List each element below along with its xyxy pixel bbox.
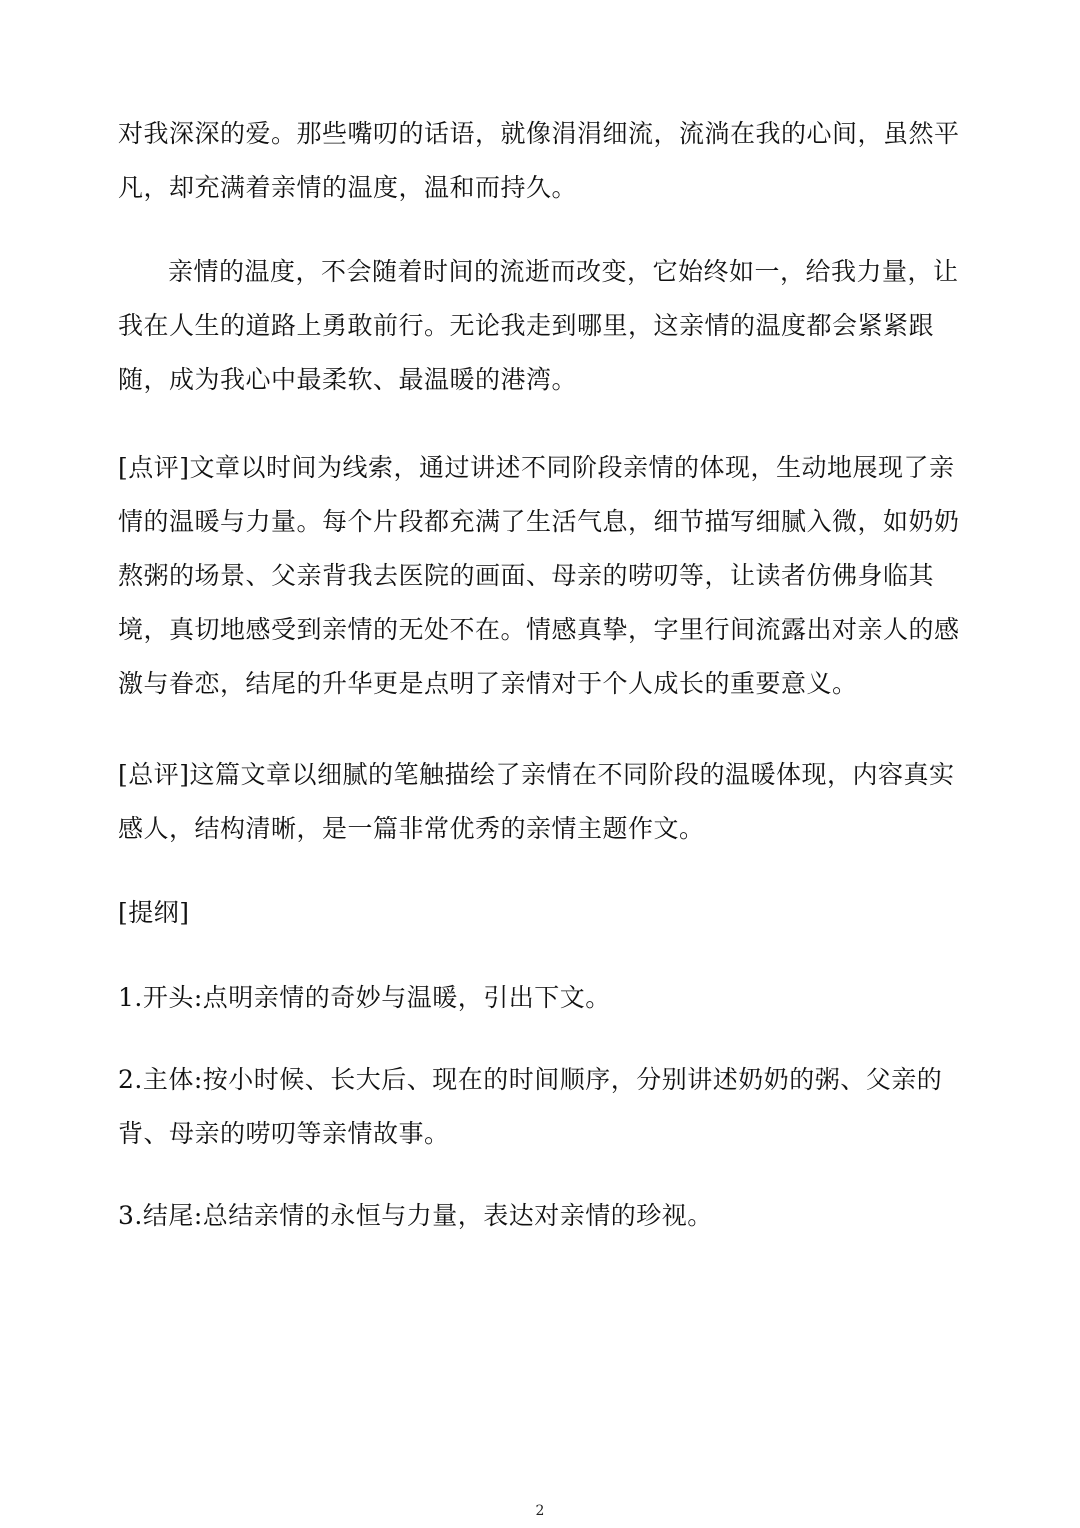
paragraph-continuation: 对我深深的爱。那些嘴叨的话语，就像涓涓细流，流淌在我的心间，虽然平凡，却充满着亲情的温度，温和而持久。	[118, 119, 960, 202]
page-number: 2	[535, 1503, 545, 1519]
outline-item-3: 3.结尾:总结亲情的永恒与力量，表达对亲情的珍视。	[118, 1201, 713, 1230]
paragraph-overall-review: [总评]这篇文章以细腻的笔触描绘了亲情在不同阶段的温暖体现，内容真实感人，结构清晰，是一篇非常优秀的亲情主题作文。	[118, 760, 955, 843]
paragraph-comment: [点评]文章以时间为线索，通过讲述不同阶段亲情的体现，生动地展现了亲情的温暖与力量。每个片段都充满了生活气息，细节描写细腻入微，如奶奶熬粥的场景、父亲背我去医院的画面、母亲的唠叨等，让读者仿佛身临其境，真切地感受到亲情的无处不在。情感真挚，字里行间流露出对亲人的感激与眷恋，结尾的升华更是点明了亲情对于个人成长的重要意义。	[118, 453, 960, 698]
outline-item-1: 1.开头:点明亲情的奇妙与温暖，引出下文。	[118, 983, 611, 1012]
outline-item-2: 2.主体:按小时候、长大后、现在的时间顺序，分别讲述奶奶的粥、父亲的背、母亲的唠叨等亲情故事。	[118, 1065, 943, 1148]
paragraph-family-warmth: 亲情的温度，不会随着时间的流逝而改变，它始终如一，给我力量，让我在人生的道路上勇敢前行。无论我走到哪里，这亲情的温度都会紧紧跟随，成为我心中最柔软、最温暖的港湾。	[118, 257, 959, 394]
outline-heading: [提纲]	[118, 898, 190, 927]
